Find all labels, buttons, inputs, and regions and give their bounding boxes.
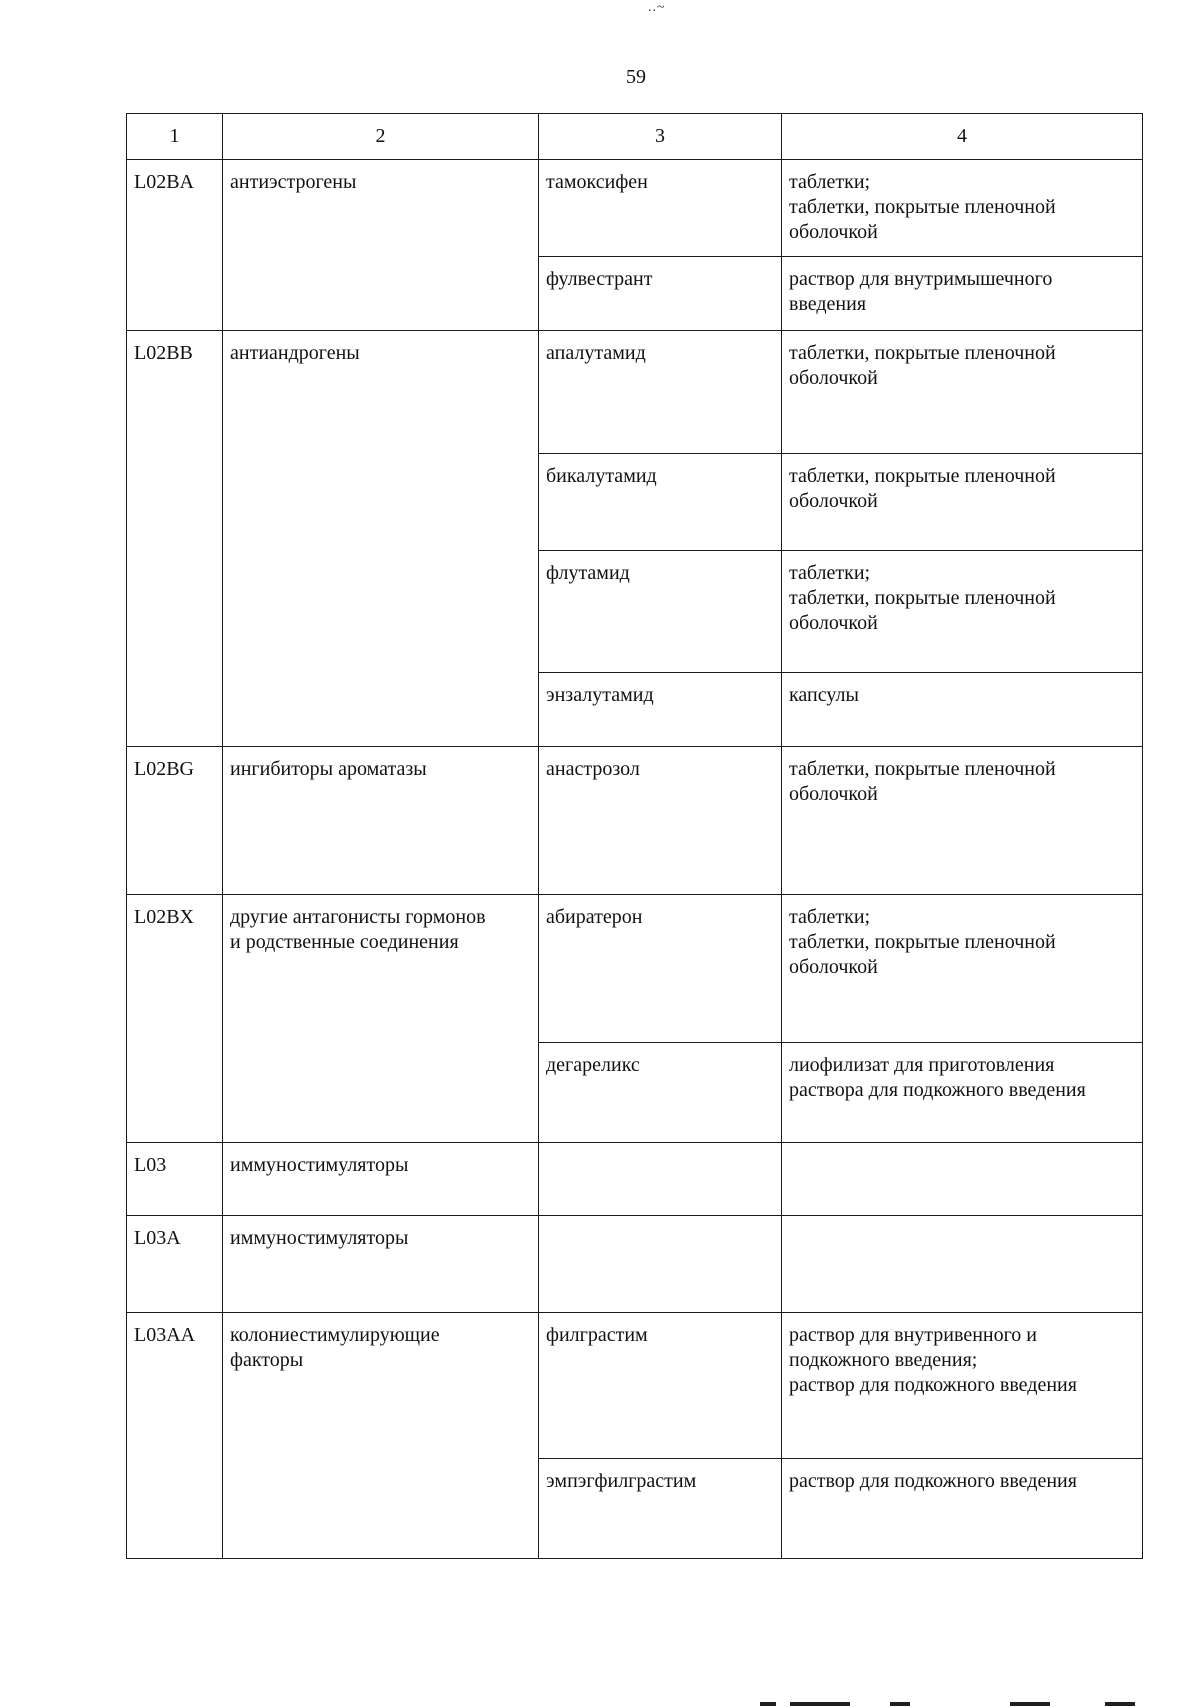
pharmacological-group: антиэстрогены [223,160,539,331]
header-row [127,114,1143,160]
dosage-form: таблетки, покрытые пленочной оболочкой [782,331,1143,454]
header-cell-2: 2 [223,114,539,160]
dosage-form: таблетки; таблетки, покрытые пленочной оболочкой [782,551,1143,673]
drug-name: эмпэгфилграстим [539,1459,782,1559]
atc-code: L03A [127,1216,223,1313]
atc-code: L02BG [127,747,223,895]
dosage-form: таблетки; таблетки, покрытые пленочной оболочкой [782,895,1143,1043]
drug-name: бикалутамид [539,454,782,551]
dosage-form [782,1143,1143,1216]
dosage-form: капсулы [782,673,1143,747]
pharmacological-group: колониестимулирующие факторы [223,1313,539,1559]
header-cell-4: 4 [782,114,1143,160]
atc-code: L03AA [127,1313,223,1559]
drug-name: дегареликс [539,1043,782,1143]
header-cell-3: 3 [539,114,782,160]
table-row [127,331,1143,454]
scan-mark: ..~ [648,0,666,15]
drug-name: флутамид [539,551,782,673]
scan-edge-mark [890,1702,910,1706]
scan-edge-mark [1010,1702,1050,1706]
pharmacological-group: иммуностимуляторы [223,1216,539,1313]
dosage-form: лиофилизат для приготовления раствора для подкожного введения [782,1043,1143,1143]
drug-name: тамоксифен [539,160,782,257]
atc-code: L03 [127,1143,223,1216]
drug-name: энзалутамид [539,673,782,747]
drug-name: абиратерон [539,895,782,1043]
dosage-form: раствор для подкожного введения [782,1459,1143,1559]
table-row [127,895,1143,1043]
atc-code: L02BA [127,160,223,331]
pharmacological-group: другие антагонисты гормонов и родственные соединения [223,895,539,1143]
table-row [127,747,1143,895]
scan-edge-mark [1105,1702,1135,1706]
scan-edge-marks [760,1698,1160,1708]
dosage-form: раствор для внутримышечного введения [782,257,1143,331]
drug-name: филграстим [539,1313,782,1459]
drug-name: анастрозол [539,747,782,895]
dosage-form: таблетки, покрытые пленочной оболочкой [782,454,1143,551]
drug-name [539,1216,782,1313]
drug-name: фулвестрант [539,257,782,331]
table-row [127,1143,1143,1216]
dosage-form: таблетки, покрытые пленочной оболочкой [782,747,1143,895]
table-row [127,1216,1143,1313]
table-row [127,1313,1143,1459]
atc-code: L02BX [127,895,223,1143]
page-number: 59 [626,66,646,88]
atc-code: L02BB [127,331,223,747]
pharmacological-group: антиандрогены [223,331,539,747]
header-cell-1: 1 [127,114,223,160]
scan-edge-mark [760,1702,776,1706]
pharmacological-group: ингибиторы ароматазы [223,747,539,895]
drug-name [539,1143,782,1216]
drug-table [126,113,1143,1559]
drug-name: апалутамид [539,331,782,454]
dosage-form: раствор для внутривенного и подкожного введения; раствор для подкожного введения [782,1313,1143,1459]
dosage-form [782,1216,1143,1313]
pharmacological-group: иммуностимуляторы [223,1143,539,1216]
dosage-form: таблетки; таблетки, покрытые пленочной оболочкой [782,160,1143,257]
scan-edge-mark [790,1702,850,1706]
table-row [127,160,1143,257]
